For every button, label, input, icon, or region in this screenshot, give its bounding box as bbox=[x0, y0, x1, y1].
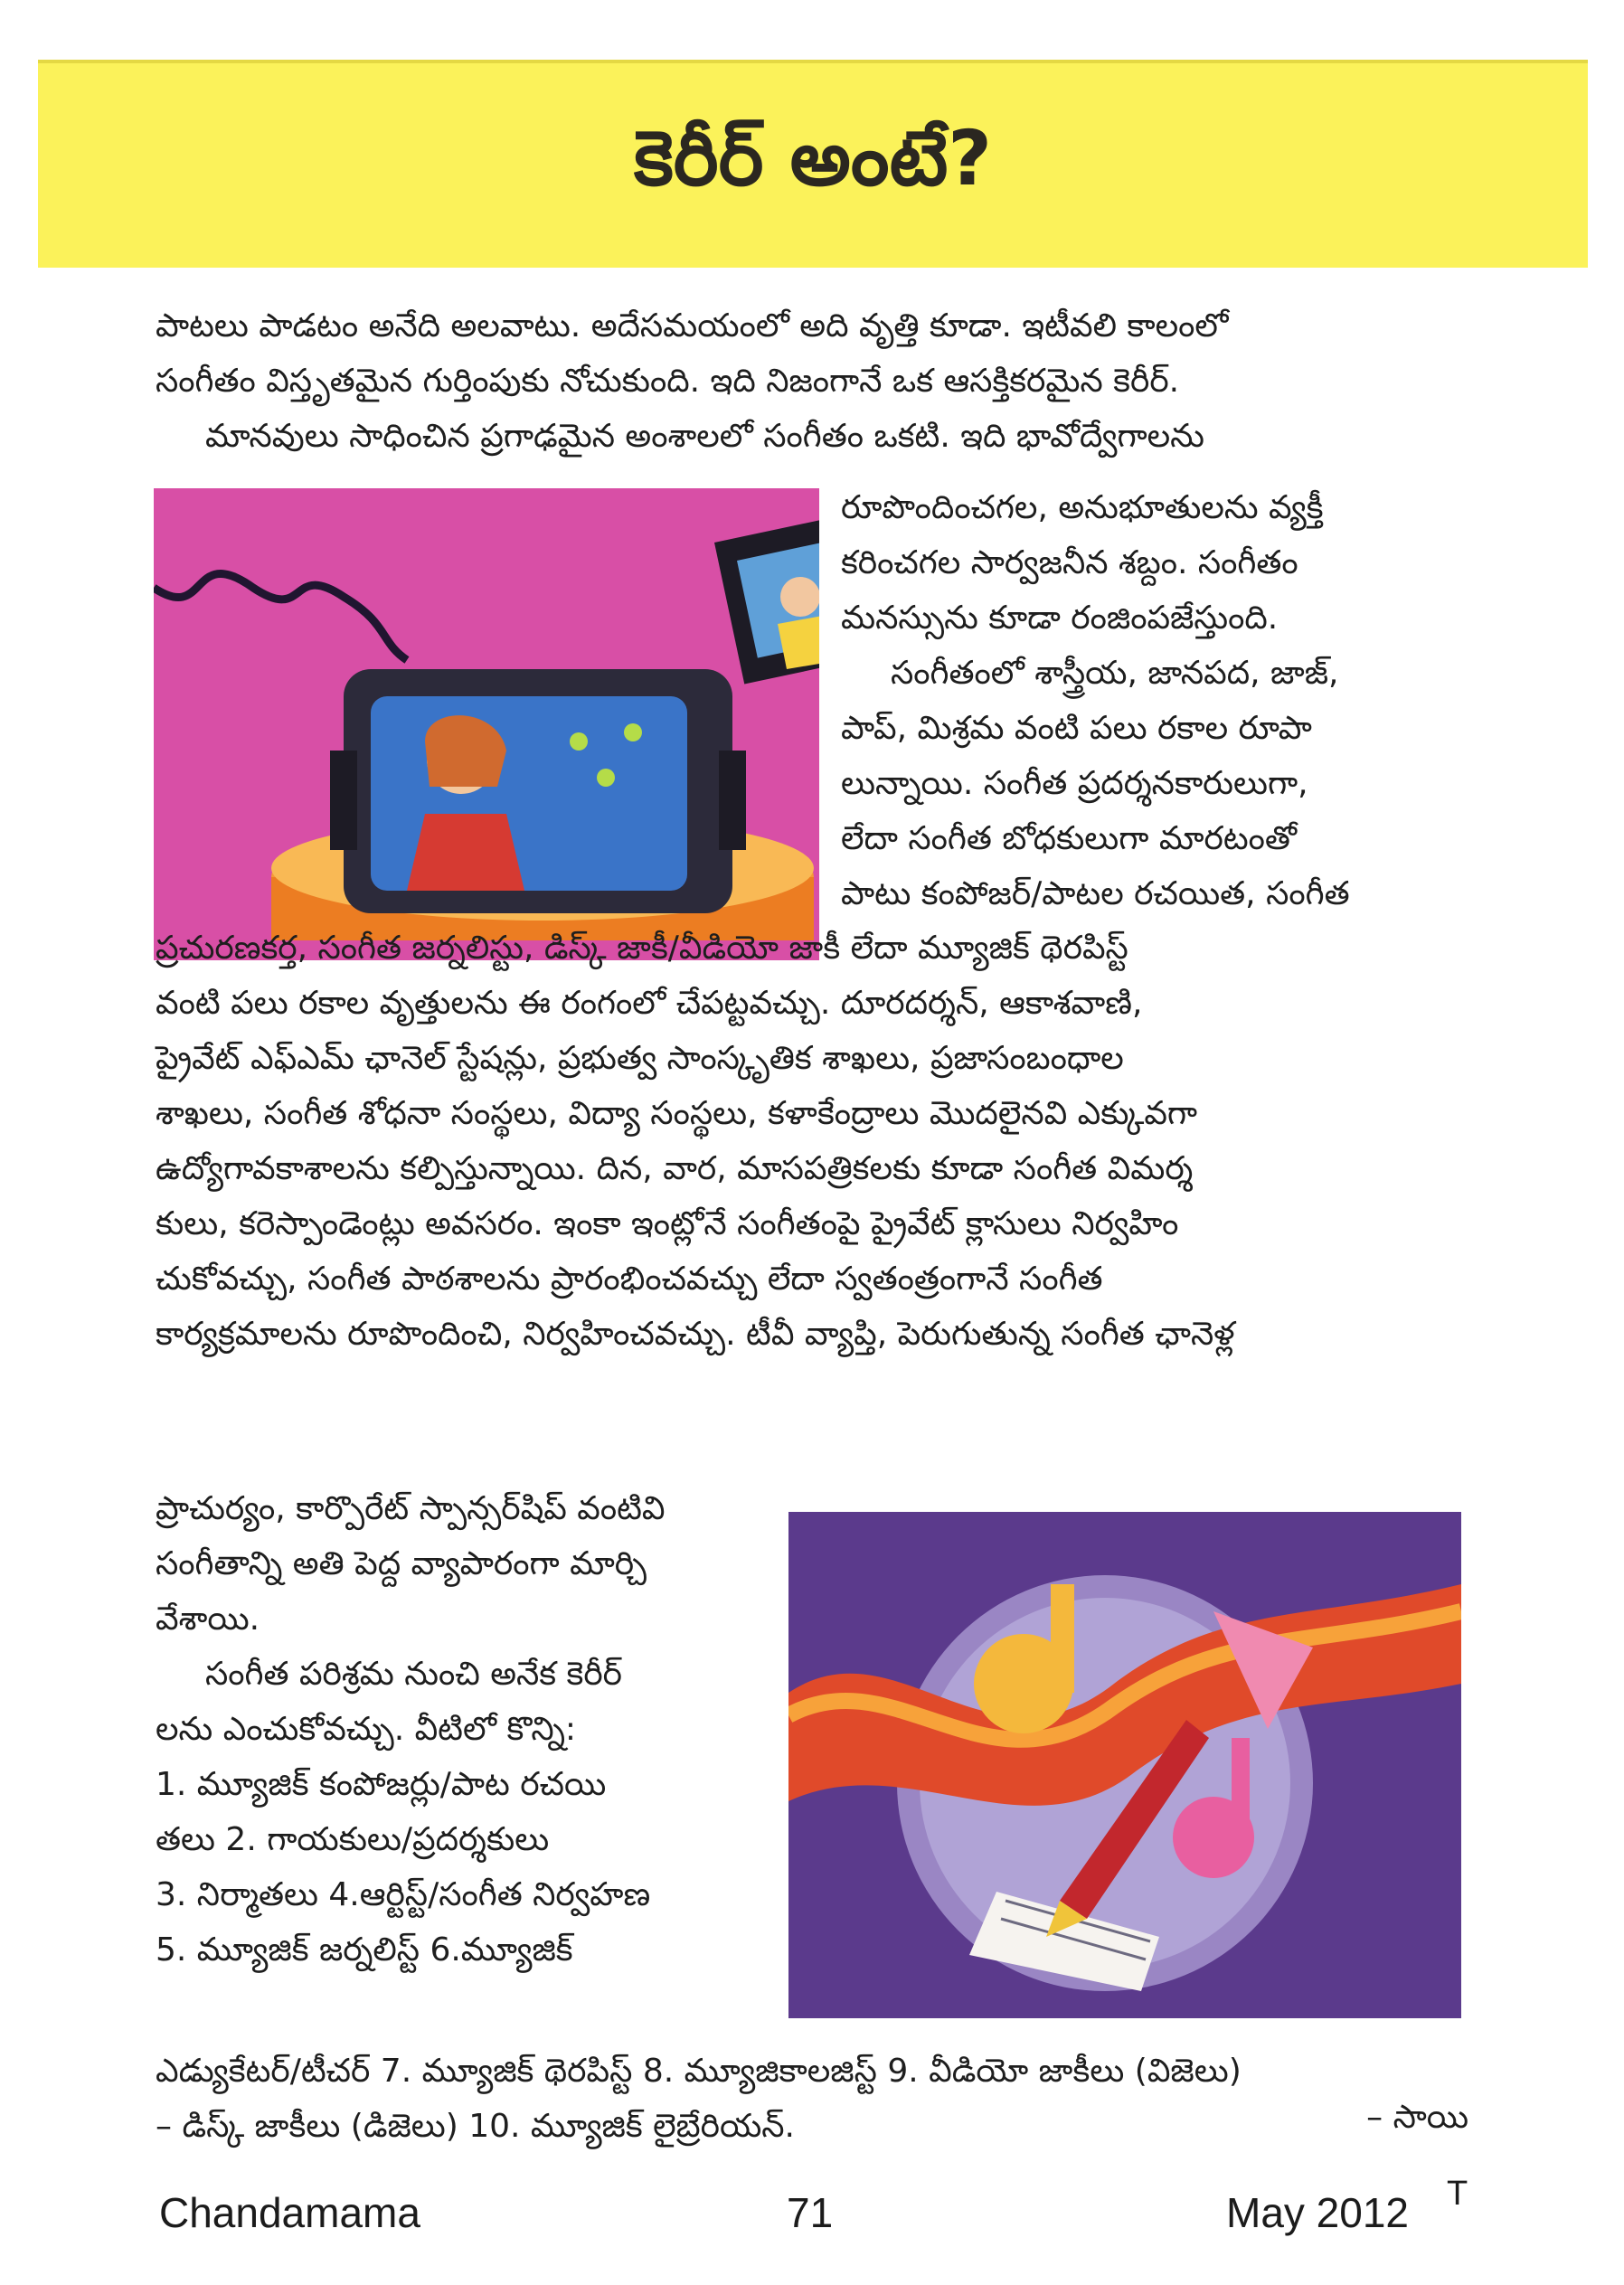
list-line: తలు 2. గాయకులు/ప్రదర్శకులు bbox=[156, 1821, 550, 1858]
text-line: కార్యక్రమాలను రూపొందించి, నిర్వహించవచ్చు. టీవీ వ్యాప్తి, పెరుగుతున్న సంగీత ఛానెళ్ల bbox=[156, 1316, 1235, 1353]
text-line: లేదా సంగీత బోధకులుగా మారటంతో bbox=[841, 820, 1298, 857]
page-number: 71 bbox=[787, 2189, 834, 2236]
list-line: – డిస్క్ జాకీలు (డిజెలు) 10. మ్యూజిక్ లైబ్రేరియన్. bbox=[156, 2108, 795, 2145]
text-line: ఉద్యోగావకాశాలను కల్పిస్తున్నాయి. దిన, వార, మాసపత్రికలకు కూడా సంగీత విమర్శ bbox=[156, 1150, 1194, 1187]
text-line: సంగీతాన్ని అతి పెద్ద వ్యాపారంగా మార్చి bbox=[156, 1545, 647, 1582]
text-line: లున్నాయి. సంగీత ప్రదర్శనకారులుగా, bbox=[841, 765, 1308, 802]
issue-date: May 2012 bbox=[1226, 2189, 1410, 2236]
left-column-text bbox=[156, 1481, 770, 1978]
title-band bbox=[38, 60, 1588, 268]
text-line: కరించగల సార్వజనీన శబ్దం. సంగీతం bbox=[841, 544, 1298, 581]
text-line: శాఖలు, సంగీత శోధనా సంస్థలు, విద్యా సంస్థలు, కళాకేంద్రాలు మొదలైనవి ఎక్కువగా bbox=[156, 1095, 1198, 1132]
right-column-text bbox=[841, 480, 1470, 921]
text-line: చుకోవచ్చు, సంగీత పాఠశాలను ప్రారంభించవచ్చు లేదా స్వతంత్రంగానే సంగీత bbox=[156, 1261, 1103, 1298]
text-line: పాప్, మిశ్రమ వంటి పలు రకాల రూపా bbox=[841, 710, 1312, 747]
title-band-rule bbox=[38, 60, 1588, 63]
closing-lines bbox=[156, 2044, 1468, 2154]
article-title: కెరీర్ అంటే? bbox=[633, 114, 993, 203]
pen-and-notes-icon bbox=[788, 1512, 1461, 2018]
text-line: సంగీతం విస్తృతమైన గుర్తింపుకు నోచుకుంది. ఇది నిజంగానే ఒక ఆసక్తికరమైన కెరీర్. bbox=[156, 363, 1180, 400]
text-line: మనస్సును కూడా రంజింపజేస్తుంది. bbox=[841, 600, 1279, 637]
text-line: సంగీతంలో శాస్త్రీయ, జానపద, జాజ్, bbox=[891, 655, 1339, 692]
intro-paragraph bbox=[156, 298, 1468, 464]
text-line: వంటి పలు రకాల వృత్తులను ఈ రంగంలో చేపట్టవచ్చు. దూరదర్శన్, ఆకాశవాణి, bbox=[156, 985, 1143, 1022]
text-line: ప్రచురణకర్త, సంగీత జర్నలిస్టు, డిస్క్ జాకీ/వీడియో జాకీ లేదా మ్యూజిక్ థెరపిస్ట్ bbox=[156, 930, 1128, 967]
text-line: ప్రాచుర్యం, కార్పొరేట్ స్పాన్సర్‌షిప్ వంటివి bbox=[156, 1490, 666, 1527]
main-paragraph bbox=[156, 921, 1468, 1362]
text-line: పాటు కంపోజర్/పాటల రచయిత, సంగీత bbox=[841, 875, 1350, 912]
music-illustration bbox=[788, 1512, 1461, 2018]
list-line: 3. నిర్మాతలు 4.ఆర్టిస్ట్/సంగీత నిర్వహణ bbox=[156, 1876, 651, 1913]
text-line: సంగీత పరిశ్రమ నుంచి అనేక కెరీర్ bbox=[205, 1656, 623, 1693]
text-line: పాటలు పాడటం అనేది అలవాటు. అదేసమయంలో అది వృత్తి కూడా. ఇటీవలి కాలంలో bbox=[156, 307, 1229, 345]
text-line: మానవులు సాధించిన ప్రగాఢమైన అంశాలలో సంగీతం ఒకటి. ఇది భావోద్వేగాలను bbox=[205, 418, 1204, 455]
author-signature: – సాయి bbox=[1366, 2099, 1468, 2136]
tv-illustration bbox=[154, 488, 819, 960]
list-line: 5. మ్యూజిక్ జర్నలిస్ట్ 6.మ్యూజిక్ bbox=[156, 1931, 573, 1969]
text-line: ప్రైవేట్ ఎఫ్ఎమ్ ఛానెల్ స్టేషన్లు, ప్రభుత్వ సాంస్కృతిక శాఖలు, ప్రజాసంబంధాల bbox=[156, 1040, 1124, 1077]
text-line: లను ఎంచుకోవచ్చు. వీటిలో కొన్ని: bbox=[156, 1711, 577, 1748]
text-line: కులు, కరెస్పాండెంట్లు అవసరం. ఇంకా ఇంట్లోనే సంగీతంపై ప్రైవేట్ క్లాసులు నిర్వహిం bbox=[156, 1205, 1179, 1242]
publication-name: Chandamama bbox=[159, 2189, 420, 2236]
list-line: 1. మ్యూజిక్ కంపోజర్లు/పాట రచయి bbox=[156, 1766, 607, 1803]
text-line: వేశాయి. bbox=[156, 1600, 260, 1638]
tv-scene-icon bbox=[154, 488, 819, 960]
page-mark: T bbox=[1447, 2175, 1468, 2213]
list-line: ఎడ్యుకేటర్/టీచర్ 7. మ్యూజిక్ థెరపిస్ట్ 8. మ్యూజికాలజిస్ట్ 9. వీడియో జాకీలు (విజెలు) bbox=[156, 2053, 1242, 2090]
text-line: రూపొందించగల, అనుభూతులను వ్యక్తీ bbox=[841, 489, 1324, 526]
